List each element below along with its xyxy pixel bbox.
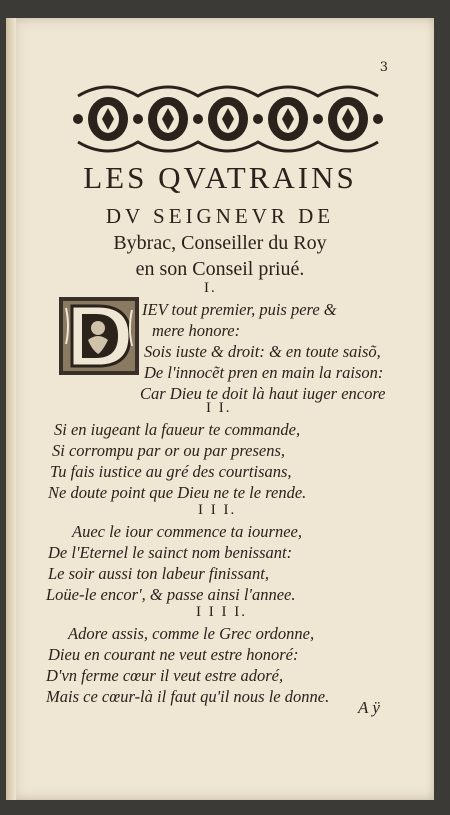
verse-line: Ne doute point que Dieu ne te le rende. [48,483,307,502]
verse-line: Loüe-le encor', & passe ainsi l'annee. [46,585,296,604]
verse-line: mere honore: [152,321,241,340]
quatrain-numeral: I I I. [198,502,237,518]
page-gutter [6,18,16,800]
quatrain-numeral: I I I I. [196,604,247,620]
verse-line: Sois iuste & droit: & en toute saisõ, [144,342,381,361]
book-page [6,18,434,800]
floral-ornament-icon [68,76,388,162]
page-title: LES QVATRAINS [83,160,357,195]
verse-line: Car Dieu te doit là haut iuger encore [140,384,386,403]
quatrain-numeral: I. [204,280,217,296]
verse-line: Si corrompu par or ou par presens, [52,441,285,460]
signature-mark: A ÿ [358,698,380,717]
verse-line: Le soir aussi ton labeur finissant, [48,564,269,583]
verse-line: Mais ce cœur-là il faut qu'il nous le donne. [46,687,330,706]
verse-line: Si en iugeant la faueur te commande, [54,420,301,439]
subtitle-line-2: Bybrac, Conseiller du Roy [113,232,327,254]
verse-line: Adore assis, comme le Grec ordonne, [68,624,315,643]
verse-line: Tu fais iustice au gré des courtisans, [50,462,292,481]
quatrain-numeral: I I. [206,400,232,416]
verse-line: De l'innocẽt pren en main la raison: [144,363,384,382]
verse-line: Dieu en courant ne veut estre honoré: [48,645,299,664]
verse-line: IEV tout premier, puis pere & [142,300,337,319]
verse-line: Auec le iour commence ta iournee, [72,522,303,541]
subtitle-line-1: DV SEIGNEVR DE [105,204,335,228]
verse-line: De l'Eternel le sainct nom benissant: [48,543,293,562]
verse-line: D'vn ferme cœur il veut estre adoré, [46,666,284,685]
page-number: 3 [379,60,388,75]
subtitle-line-3: en son Conseil priué. [135,258,305,280]
decorated-initial-D-icon [58,296,140,376]
